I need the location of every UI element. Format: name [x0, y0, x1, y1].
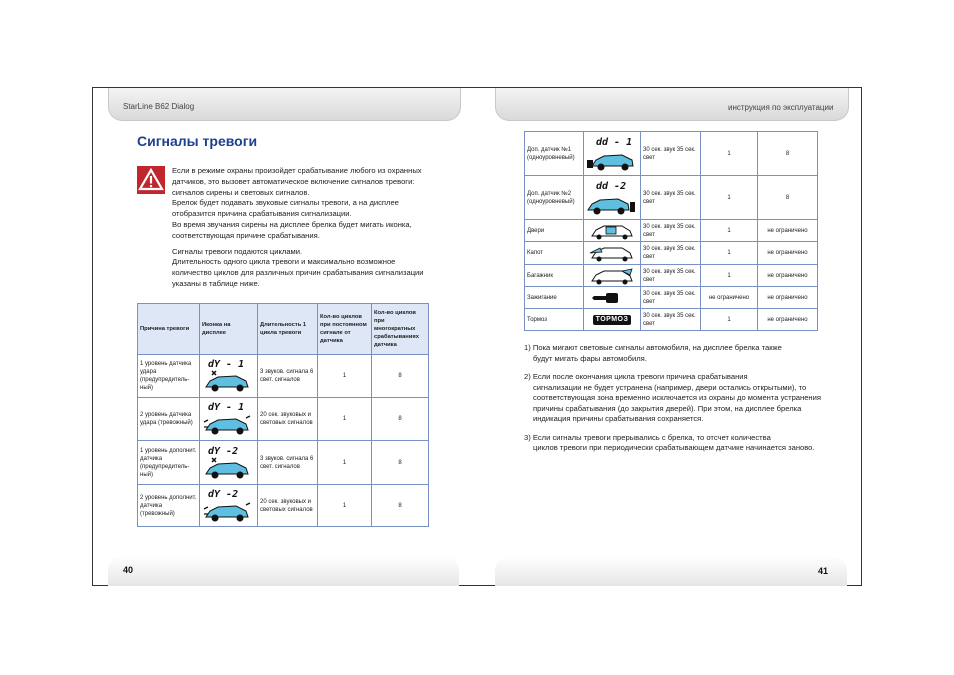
note-item	[524, 433, 824, 454]
cell-cause: Доп. датчик №2 (одноуровневый)	[525, 176, 584, 220]
note-text: циклов тревоги при периодически срабатывающем датчике начинается заново.	[533, 443, 815, 452]
page-number-right: 41	[818, 566, 829, 576]
table-row	[525, 309, 818, 331]
right-header-text: инструкция по эксплуатации	[728, 103, 834, 112]
cell-cause: 1 уровень датчика удара (предупредитель-ный)	[138, 355, 200, 398]
cell-cause: Доп. датчик №1 (одноуровневый)	[525, 132, 584, 176]
cell-cause: Зажигание	[525, 287, 584, 309]
intro-paragraph: Сигналы тревоги подаются циклами.	[172, 246, 303, 256]
cell-constant: 1	[318, 441, 372, 485]
cell-constant: 1	[701, 132, 758, 176]
note-text: Если после окончания цикла тревоги причина срабатывания	[532, 372, 748, 381]
warning-icon	[137, 166, 165, 194]
table-row	[525, 176, 818, 220]
alarm-table-left	[137, 303, 429, 527]
note-number: 2)	[524, 372, 531, 381]
intro-paragraph: Брелок будет подавать звуковые сигналы тревоги, а на дисплее отобразится причина срабатывания сигнализации.	[172, 198, 399, 219]
right-footer-band	[495, 556, 847, 586]
cell-duration: 30 сек. звук 35 сек. свет	[641, 176, 701, 220]
table-row	[525, 132, 818, 176]
cell-duration: 30 сек. звук 35 сек. свет	[641, 220, 701, 242]
car-hood-icon	[584, 242, 641, 265]
intro-paragraph: Если в режиме охраны произойдет срабатывание любого из охранных датчиков, это вызовет автоматическое включение сигналов тревоги: сигналов сирены и световых сигналов.	[172, 166, 422, 197]
page-title: Сигналы тревоги	[137, 133, 258, 149]
intro-paragraph: Длительность одного цикла тревоги и максимально возможное количество циклов для различных причин срабатывания сигнализации указаны в таблице ниже.	[172, 257, 424, 288]
note-text: будут мигать фары автомобиля.	[533, 353, 647, 363]
note-text: сигнализации не будет устранена (например, двери остались открытыми), то соответствующая зона временно исключается из охраны до момента устранения причины срабатывания (до закрытия дверей). При этом, на дисплее брелка индикация причины срабатывания сохраняется.	[533, 382, 821, 423]
cell-constant: не ограничено	[701, 287, 758, 309]
table-row	[138, 355, 429, 398]
cell-cause: Капот	[525, 242, 584, 265]
table-row	[525, 265, 818, 287]
cell-multiple: не ограничено	[758, 287, 818, 309]
cell-constant: 1	[701, 265, 758, 287]
table-row	[138, 398, 429, 441]
cell-constant: 1	[318, 355, 372, 398]
col-header-constant: Кол-во циклов при постоянном сигнале от датчика	[318, 304, 372, 355]
cell-duration: 20 сек. звуковых и световых сигналов	[258, 485, 318, 527]
cell-duration: 30 сек. звук 35 сек. свет	[641, 132, 701, 176]
extra-sensor-icon	[200, 441, 258, 485]
note-text: Если сигналы тревоги прерывались с брелка, то отсчет количества	[532, 432, 771, 442]
notes	[524, 343, 824, 462]
note-text: Пока мигают световые сигналы автомобиля, на дисплее брелка также	[532, 343, 782, 352]
shock-sensor-icon	[200, 355, 258, 398]
cell-cause: Двери	[525, 220, 584, 242]
icon-display-text: dY -2	[208, 445, 239, 457]
table-row	[525, 220, 818, 242]
cell-multiple: 8	[372, 398, 429, 441]
car-doors-icon	[584, 220, 641, 242]
table-row	[525, 287, 818, 309]
table-row	[138, 485, 429, 527]
icon-display-text: dY -2	[208, 488, 239, 500]
cell-cause: 1 уровень дополнит. датчика (предупредитель-ный)	[138, 441, 200, 485]
shock-sensor-alarm-icon	[200, 398, 258, 441]
cell-multiple: не ограничено	[758, 309, 818, 331]
cell-cause: Багажник	[525, 265, 584, 287]
brake-label: ТОРМОЗ	[593, 315, 632, 325]
cell-multiple: 8	[758, 132, 818, 176]
ignition-key-icon	[584, 287, 641, 309]
alarm-table-right	[524, 131, 818, 331]
intro-text	[172, 166, 427, 290]
cell-duration: 20 сек. звуковых и световых сигналов	[258, 398, 318, 441]
col-header-duration: Длительность 1 цикла тревоги	[258, 304, 318, 355]
extra-sensor-2-icon	[584, 176, 641, 220]
icon-display-text: dd -2	[596, 180, 627, 192]
cell-cause: 2 уровень дополнит. датчика (тревожный)	[138, 485, 200, 527]
intro-paragraph: Во время звучания сирены на дисплее брелка будет мигать иконка, соответствующая причине срабатывания.	[172, 219, 412, 240]
note-item	[524, 372, 824, 425]
cell-duration: 3 звуков. сигнала 6 свет. сигналов	[258, 355, 318, 398]
cell-duration: 30 сек. звук 35 сек. свет	[641, 242, 701, 265]
cell-multiple: 8	[758, 176, 818, 220]
note-number: 3)	[524, 432, 531, 442]
cell-multiple: не ограничено	[758, 265, 818, 287]
col-header-icon: Иконка на дисплее	[200, 304, 258, 355]
cell-multiple: 8	[372, 441, 429, 485]
cell-cause: 2 уровень датчика удара (тревожный)	[138, 398, 200, 441]
cell-constant: 1	[701, 309, 758, 331]
col-header-cause: Причина тревоги	[138, 304, 200, 355]
cell-constant: 1	[318, 398, 372, 441]
col-header-multiple: Кол-во циклов при многократных срабатываниях датчика	[372, 304, 429, 355]
page-number-left: 40	[123, 565, 134, 575]
brake-icon	[584, 309, 641, 331]
cell-constant: 1	[318, 485, 372, 527]
table-row	[138, 441, 429, 485]
cell-constant: 1	[701, 176, 758, 220]
extra-sensor-alarm-icon	[200, 485, 258, 527]
left-header-text: StarLine B62 Dialog	[123, 102, 195, 111]
cell-constant: 1	[701, 242, 758, 265]
cell-multiple: не ограничено	[758, 220, 818, 242]
left-footer-band	[108, 556, 459, 586]
cell-cause: Тормоз	[525, 309, 584, 331]
icon-display-text: dd - 1	[596, 136, 633, 148]
note-item	[524, 343, 824, 364]
cell-duration: 30 сек. звук 35 сек. свет	[641, 265, 701, 287]
note-number: 1)	[524, 343, 531, 352]
cell-duration: 30 сек. звук 35 сек. свет	[641, 309, 701, 331]
table-row	[525, 242, 818, 265]
cell-constant: 1	[701, 220, 758, 242]
car-trunk-icon	[584, 265, 641, 287]
cell-duration: 30 сек. звук 35 сек. свет	[641, 287, 701, 309]
extra-sensor-1-icon	[584, 132, 641, 176]
icon-display-text: dY - 1	[208, 402, 245, 413]
cell-multiple: не ограничено	[758, 242, 818, 265]
cell-duration: 3 звуков. сигнала 6 свет. сигналов	[258, 441, 318, 485]
cell-multiple: 8	[372, 355, 429, 398]
icon-display-text: dY - 1	[208, 359, 245, 370]
cell-multiple: 8	[372, 485, 429, 527]
